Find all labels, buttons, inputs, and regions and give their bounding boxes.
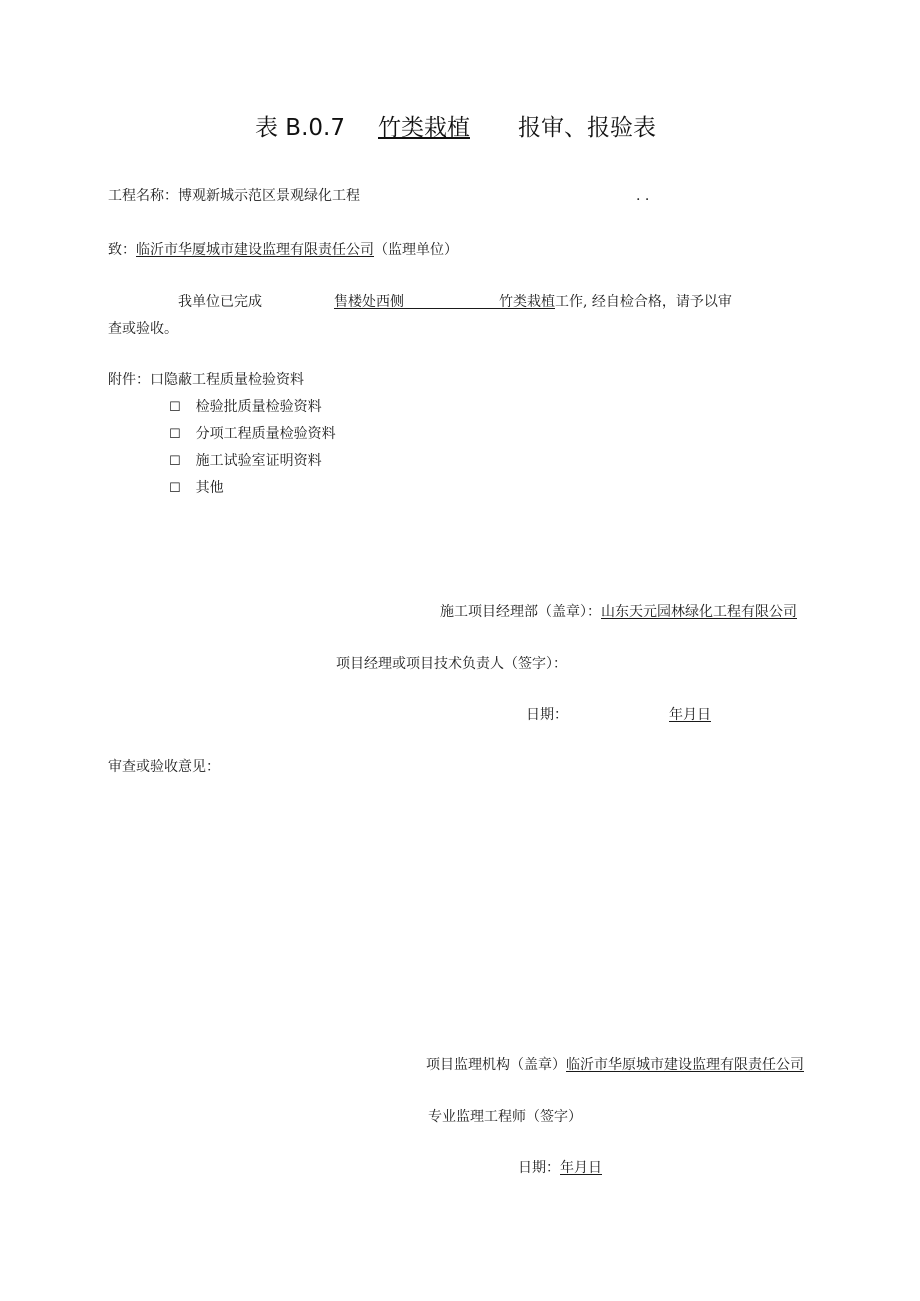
contractor-dept-row <box>440 605 797 619</box>
contractor-date-value: 年月日 <box>669 707 711 723</box>
attachment-text: 检验批质量检验资料 <box>195 399 322 415</box>
statement-work-row <box>499 295 732 309</box>
review-label: 审查或验收意见： <box>108 759 220 775</box>
attachment-row-2 <box>169 427 336 441</box>
project-dots: . . <box>636 188 650 204</box>
statement-part3: 查或验收。 <box>108 321 178 337</box>
title-suffix: 报审、报验表 <box>518 115 656 141</box>
attachment-row-4 <box>169 481 224 495</box>
checkbox-icon[interactable]: ☐ <box>169 454 181 469</box>
statement-work: 竹类栽植 <box>499 294 555 310</box>
statement-part1: 我单位已完成 <box>178 294 262 310</box>
checkbox-icon[interactable]: 口 <box>150 372 164 388</box>
checkbox-icon[interactable]: ☐ <box>169 481 181 496</box>
checkbox-icon[interactable]: ☐ <box>169 427 181 442</box>
attachment-text: 施工试验室证明资料 <box>195 453 322 469</box>
title-prefix: 表 B.0.7 <box>255 115 345 141</box>
statement-location: 售楼处西侧 <box>334 294 404 310</box>
supervisor-org-name: 临沂市华原城市建设监理有限责任公司 <box>566 1057 804 1073</box>
project-name-value: 博观新城示范区景观绿化工程 <box>178 188 360 204</box>
contractor-date-label: 日期： <box>526 707 568 723</box>
attachment-text: 隐蔽工程质量检验资料 <box>164 372 304 388</box>
supervisor-date-label: 日期： <box>518 1160 560 1176</box>
checkbox-icon[interactable]: ☐ <box>169 400 181 415</box>
project-name-row <box>108 189 360 203</box>
attachment-row-1 <box>169 400 322 414</box>
title-item: 竹类栽植 <box>378 115 470 141</box>
contractor-sign-label: 项目经理或项目技术负责人（签字）： <box>336 656 567 672</box>
supervisor-date-value: 年月日 <box>560 1160 602 1176</box>
attachment-text: 其他 <box>195 480 224 496</box>
attachment-row-3 <box>169 454 322 468</box>
attachment-row-0 <box>108 373 304 387</box>
contractor-dept-label: 施工项目经理部（盖章）： <box>440 604 601 620</box>
supervisor-org-label: 项目监理机构（盖章） <box>426 1057 566 1073</box>
addressee-row <box>108 243 458 257</box>
contractor-dept-name: 山东天元园林绿化工程有限公司 <box>601 604 797 620</box>
attachment-text: 分项工程质量检验资料 <box>195 426 336 442</box>
supervision-unit-name: 临沂市华厦城市建设监理有限责任公司 <box>136 242 374 258</box>
supervisor-date-row <box>518 1161 602 1175</box>
supervisor-org-row <box>426 1058 804 1072</box>
project-name-label: 工程名称： <box>108 188 178 204</box>
statement-part2: 工作, 经自检合格，请予以审 <box>555 294 732 310</box>
addressee-suffix: （监理单位） <box>374 242 458 258</box>
supervisor-sign-label: 专业监理工程师（签字） <box>428 1109 582 1125</box>
attachments-label: 附件： <box>108 372 150 388</box>
addressee-label: 致： <box>108 242 136 258</box>
